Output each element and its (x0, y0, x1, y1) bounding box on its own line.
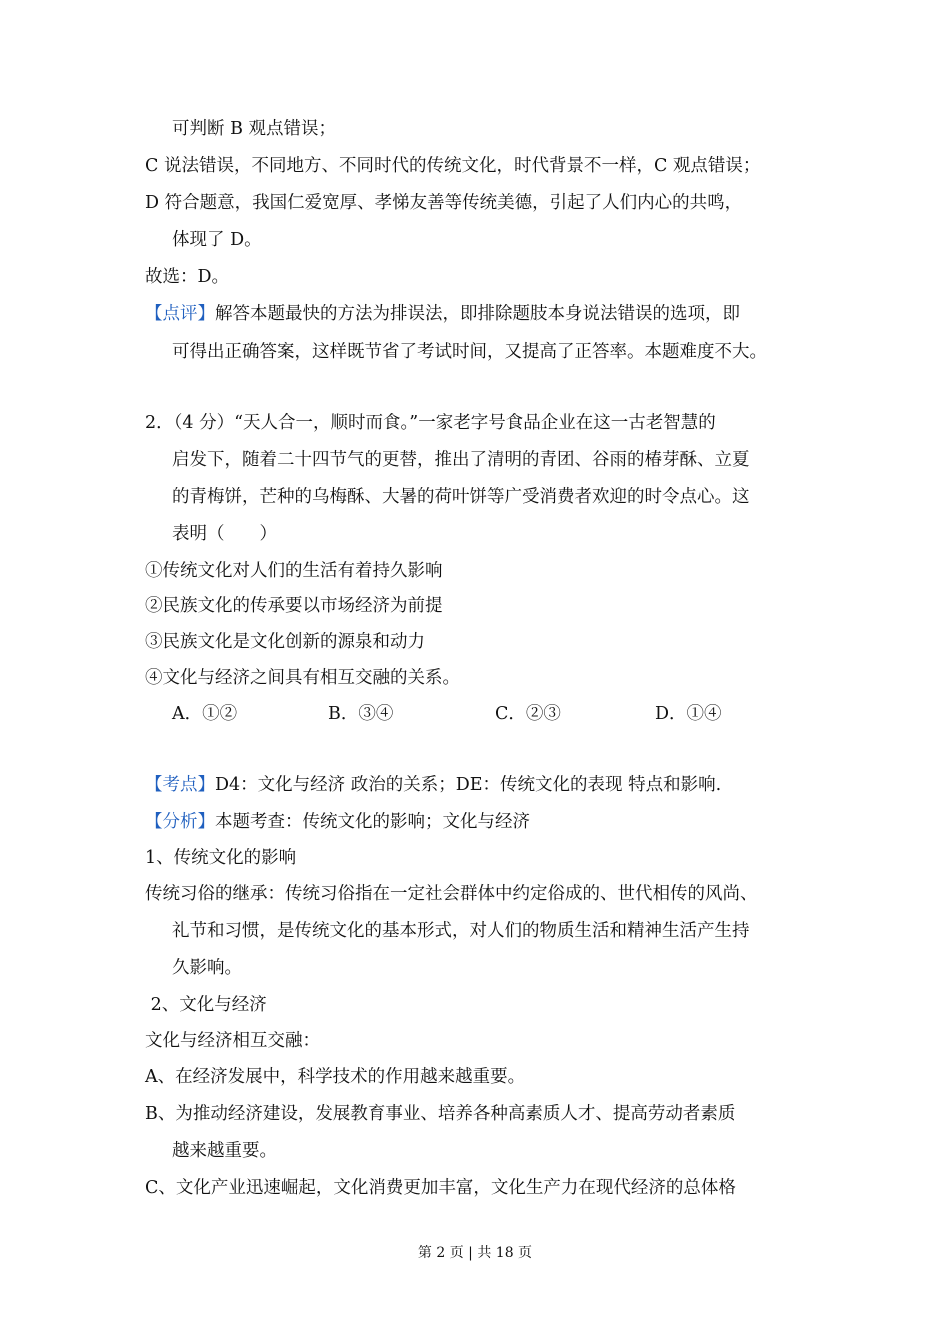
section-2-item-c: C、文化产业迅速崛起，文化消费更加丰富，文化生产力在现代经济的总体格 (145, 1178, 736, 1198)
section-2-item-b-cont: 越来越重要。 (172, 1141, 277, 1161)
analysis-line-d-cont: 体现了 D。 (172, 230, 262, 250)
review-line-2: 可得出正确答案，这样既节省了考试时间，又提高了正答率。本题难度不大。 (172, 342, 767, 362)
option-d: D．①④ (655, 704, 722, 724)
kaodian-text: D4：文化与经济 政治的关系；DE：传统文化的表现 特点和影响. (215, 775, 722, 795)
page-footer: 第 2 页 | 共 18 页 (417, 1245, 533, 1261)
kaodian-line (145, 773, 721, 797)
question-item-1: ①传统文化对人们的生活有着持久影响 (145, 561, 443, 581)
section-2-title: 2、文化与经济 (145, 995, 267, 1015)
analysis-line-c: C 说法错误，不同地方、不同时代的传统文化，时代背景不一样，C 观点错误； (145, 156, 761, 176)
analysis-line-d: D 符合题意，我国仁爱宽厚、孝悌友善等传统美德，引起了人们内心的共鸣， (145, 193, 743, 213)
section-2-subtitle: 文化与经济相互交融： (145, 1031, 320, 1051)
option-a: A．①② (172, 704, 238, 724)
kaodian-tag: 【考点】 (145, 775, 215, 795)
review-text-1: 解答本题最快的方法为排误法，即排除题肢本身说法错误的选项，即 (215, 304, 740, 324)
option-c: C．②③ (495, 704, 561, 724)
section-2-item-a: A、在经济发展中，科学技术的作用越来越重要。 (145, 1067, 526, 1087)
question-line-1: 2．（4 分）“天人合一，顺时而食。”一家老字号食品企业在这一古老智慧的 (145, 413, 716, 433)
option-b: B．③④ (328, 704, 394, 724)
question-item-4: ④文化与经济之间具有相互交融的关系。 (145, 668, 460, 688)
question-line-3: 的青梅饼，芒种的乌梅酥、大暑的荷叶饼等广受消费者欢迎的时令点心。这 (172, 487, 750, 507)
analysis-line-b: 可判断 B 观点错误； (172, 119, 336, 139)
fenxi-tag: 【分析】 (145, 812, 215, 832)
question-line-4: 表明（ ） (172, 524, 277, 544)
question-line-2: 启发下，随着二十四节气的更替，推出了清明的青团、谷雨的椿芽酥、立夏 (172, 450, 750, 470)
question-item-2: ②民族文化的传承要以市场经济为前提 (145, 596, 443, 616)
question-item-3: ③民族文化是文化创新的源泉和动力 (145, 632, 425, 652)
fenxi-text: 本题考查：传统文化的影响；文化与经济 (215, 812, 530, 832)
review-tag: 【点评】 (145, 304, 215, 324)
section-2-item-b: B、为推动经济建设，发展教育事业、培养各种高素质人才、提高劳动者素质 (145, 1104, 736, 1124)
answer-line: 故选：D。 (145, 267, 230, 287)
review-line-1 (145, 302, 740, 326)
section-1-line-3: 久影响。 (172, 958, 242, 978)
section-1-line-1: 传统习俗的继承：传统习俗指在一定社会群体中约定俗成的、世代相传的风尚、 (145, 884, 758, 904)
section-1-line-2: 礼节和习惯，是传统文化的基本形式，对人们的物质生活和精神生活产生持 (172, 921, 750, 941)
fenxi-line (145, 810, 530, 834)
section-1-title: 1、传统文化的影响 (145, 848, 297, 868)
